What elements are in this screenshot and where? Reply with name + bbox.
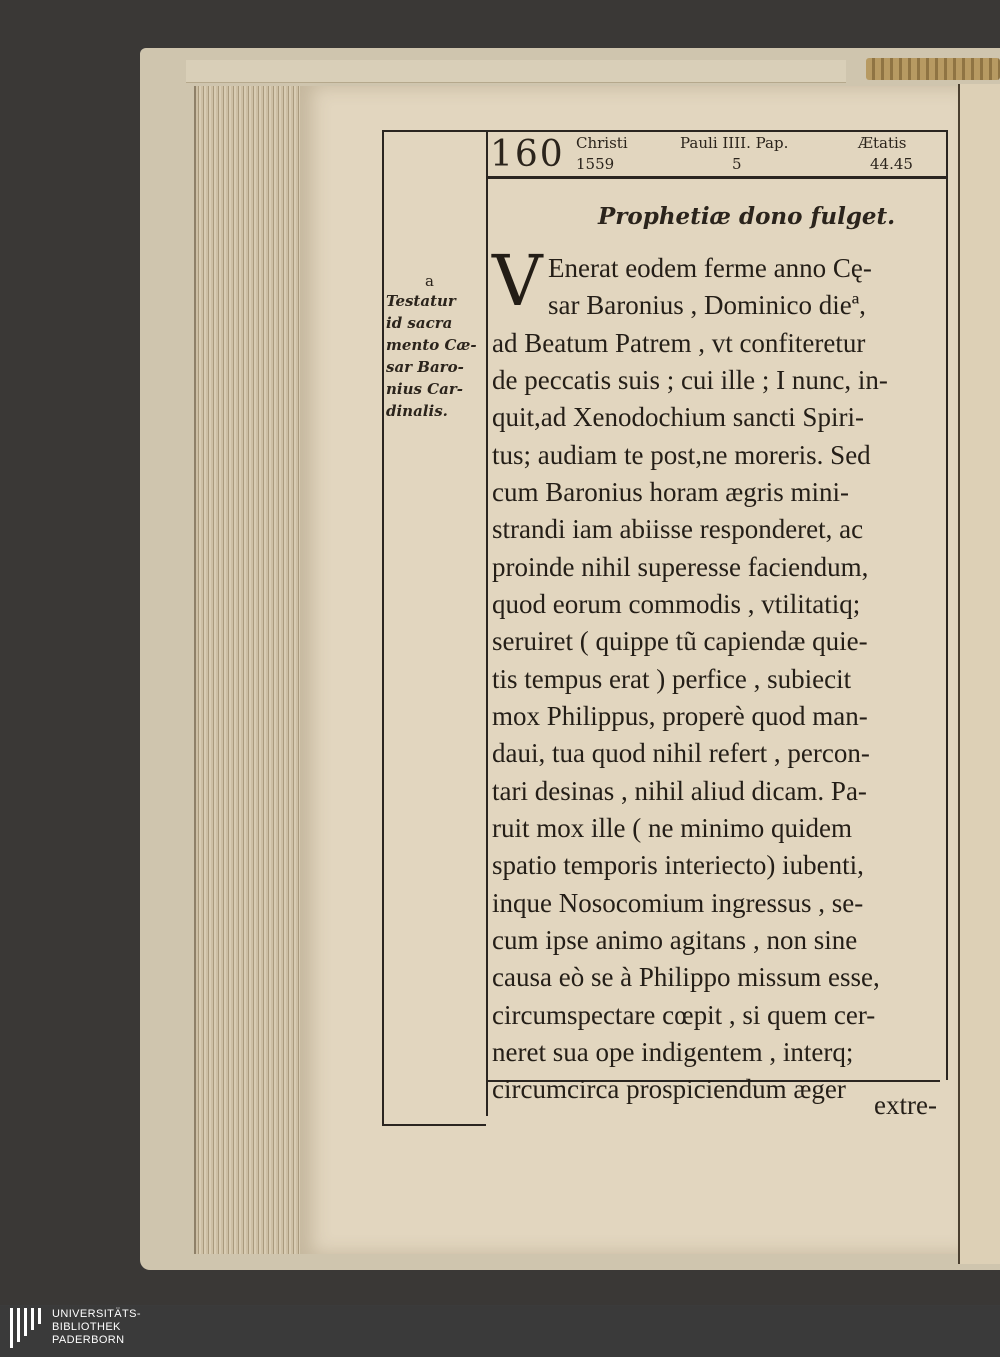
body-line: Enerat eodem ferme anno Cę- bbox=[548, 253, 872, 283]
book-top-edge bbox=[186, 60, 846, 83]
body-line: tari desinas , nihil aliud dicam. Pa- bbox=[492, 776, 867, 806]
book-headband bbox=[866, 58, 1000, 80]
body-line: de peccatis suis ; cui ille ; I nunc, in- bbox=[492, 365, 888, 395]
body-line: mox Philippus, properè quod man- bbox=[492, 701, 868, 731]
library-name-line: UNIVERSITÄTS- bbox=[52, 1308, 141, 1320]
header-age: 44.45 bbox=[870, 155, 913, 173]
body-line: circumcirca prospiciendum æger bbox=[492, 1074, 846, 1104]
body-line: ad Beatum Patrem , vt confiteretur bbox=[492, 328, 866, 358]
body-line: neret sua ope indigentem , interq; bbox=[492, 1037, 854, 1067]
margin-note-line: sar Baro- bbox=[386, 358, 464, 376]
library-logo-text bbox=[52, 1308, 141, 1347]
body-line: tis tempus erat ) perfice , subiecit bbox=[492, 664, 852, 694]
header-year: 1559 bbox=[576, 155, 615, 173]
margin-note-line: mento Cæ- bbox=[386, 336, 477, 354]
body-line: spatio temporis interiecto) iubenti, bbox=[492, 850, 864, 880]
body-line: ruit mox ille ( ne minimo quidem bbox=[492, 813, 852, 843]
library-footer bbox=[0, 1306, 1000, 1357]
body-line: seruiret ( quippe tũ capiendæ quie- bbox=[492, 626, 868, 656]
body-line: sar Baronius , Dominico dieª, bbox=[548, 290, 866, 320]
margin-note-mark: a bbox=[425, 272, 434, 290]
library-logo-icon bbox=[10, 1306, 46, 1351]
body-line: daui, tua quod nihil refert , percon- bbox=[492, 738, 870, 768]
page-number: 160 bbox=[490, 134, 565, 175]
margin-note-line: id sacra bbox=[386, 314, 453, 332]
frame-bottom-rule bbox=[382, 1124, 486, 1126]
drop-cap: V bbox=[492, 240, 543, 322]
running-title: Prophetiæ dono fulget. bbox=[598, 203, 896, 230]
body-line: quod eorum commodis , vtilitatiq; bbox=[492, 589, 861, 619]
body-line: proinde nihil superesse faciendum, bbox=[492, 552, 869, 582]
library-name-line: BIBLIOTHEK bbox=[52, 1321, 121, 1333]
body-line: strandi iam abiisse responderet, ac bbox=[492, 514, 864, 544]
body-line: circumspectare cœpit , si quem cer- bbox=[492, 1000, 876, 1030]
header-christi: Christi bbox=[576, 134, 628, 152]
text-column-left-rule bbox=[486, 130, 488, 1116]
header-bottom-rule bbox=[486, 176, 948, 179]
header-pope-year: 5 bbox=[732, 155, 742, 173]
frame-top-rule bbox=[382, 130, 948, 132]
frame-left-rule bbox=[382, 130, 384, 1126]
catchword: extre- bbox=[874, 1090, 937, 1120]
library-name-line: PADERBORN bbox=[52, 1334, 125, 1346]
header-aetatis: Ætatis bbox=[858, 134, 907, 152]
body-line: quit,ad Xenodochium sancti Spiri- bbox=[492, 402, 864, 432]
body-line: cum ipse animo agitans , non sine bbox=[492, 925, 858, 955]
body-line: cum Baronius horam ægris mini- bbox=[492, 477, 849, 507]
page-edges bbox=[194, 86, 306, 1254]
header-pope: Pauli IIII. Pap. bbox=[680, 134, 789, 152]
facing-page-edge bbox=[958, 84, 1000, 1264]
margin-note-line: nius Car- bbox=[386, 380, 463, 398]
body-line: inque Nosocomium ingressus , se- bbox=[492, 888, 864, 918]
margin-note-line: dinalis. bbox=[386, 402, 448, 420]
body-line: tus; audiam te post,ne moreris. Sed bbox=[492, 440, 871, 470]
body-line: causa eò se à Philippo missum esse, bbox=[492, 962, 880, 992]
text-column-right-rule bbox=[946, 130, 948, 1080]
margin-note-line: Testatur bbox=[386, 292, 456, 310]
